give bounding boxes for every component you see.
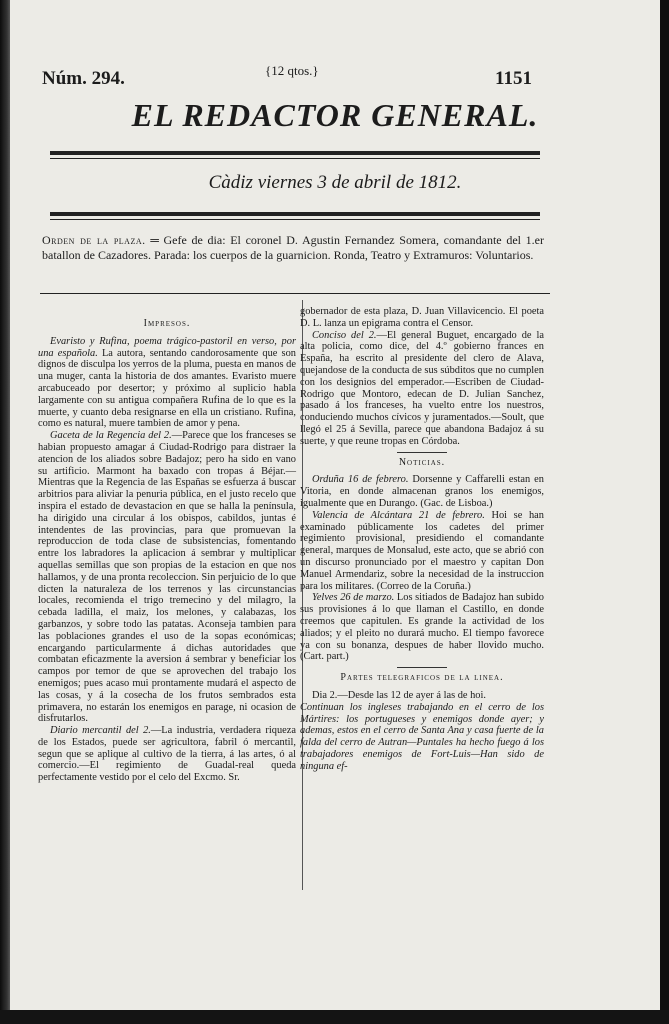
page-number: 1151 bbox=[495, 68, 532, 89]
news-body: Hoi se han examinado públicamente los cadetes del primer regimiento provisional, presidiendo el comandante general, marques de Monsalud, este acto, que se abrió con un discurso pronunciado por el maestro y capitan Don Manuel Armendariz, sobre la necesidad de la instruccion para los militares. (Correo de la Coruña.) bbox=[300, 509, 544, 592]
orden-de-la-plaza bbox=[42, 233, 544, 263]
article-title: Conciso del 2. bbox=[312, 329, 377, 341]
article-conciso bbox=[300, 330, 544, 448]
issue-price: {12 qtos.} bbox=[265, 63, 319, 78]
article-body: —Parece que los franceses se habian propuesto amagar á Ciudad-Rodrigo para distraer la atencion de los aliados sobre Badajoz; pero ha sido en vano su artificio. Marmont ha baxado con tropas á Béjar.—Mientras que la Regencia de las Españas se esfuerza á buscar arbitrios para aliviar la penuria pública, en el justo recelo que inspira el estado de devastacion en que se halla la península, ha dirigido una circular á los obispos, cabildos, juntas é intendentes de las provincias, para que promuevan la reproduccion de toda clase de subsistencias, fomentando entre los labradores la aplicacion á sembrar y multiplicar aquellas semillas que son propias de la estacion en que nos hallamos, y de una pronta recoleccion. Sin perjuicio de lo que dicten la naturaleza de los terrenos y las circunstancias locales, recomienda el trigo tremecino y del milagro, la cebada ladilla, el maiz, los melones, y calabazas, los garbanzos, y sobre todo las patatas. Aconseja tambien para las poblaciones grandes el uso de la sopas económicas; encargando particularmente á dichas autoridades que combatan eficazmente la aversion á sembrar y beneficiar los campos por temor de que se aprovechen del trabajo los enemigos; pues acaso mui prontamente mudará el aspecto de las cosas, y á la cosecha de los frutos sembrados esta primavera, no estarán los enemigos en parage, ni ocasion de disfrutarlos. bbox=[38, 430, 296, 725]
news-orduna bbox=[300, 474, 544, 509]
news-valencia bbox=[300, 510, 544, 593]
telegraph-body bbox=[300, 702, 544, 773]
right-column bbox=[300, 306, 544, 772]
telegraph-date: Dia 2.—Desde las 12 de ayer á las de hoi. bbox=[312, 689, 486, 701]
news-yelves bbox=[300, 592, 544, 663]
orden-text: ═ Gefe de dia: El coronel D. Agustin Fernandez Somera, comandante del 1.er batallon de Cazadores. Parada: los cuerpos de la guarnicion. Ronda, Teatro y Extramuros: Voluntarios. bbox=[42, 233, 544, 262]
section-heading-noticias: Noticias. bbox=[398, 456, 446, 468]
news-body: Dorsenne y Caffarelli estan en Vitoria, en donde almacenan granos los enemigos, igualmente que en Durango. (Gac. de Lisboa.) bbox=[300, 474, 544, 509]
article-body: —La industria, verdadera riqueza de los Estados, puede ser agricultora, fabril ó mercantil, segun que se aplique al cultivo de la tierra, á las artes, ó al comercio.—El regimiento de Guadal-real queda perfectamente vestido por el celo del Excmo. Sr. bbox=[38, 725, 296, 784]
dateline: Càdiz viernes 3 de abril de 1812. bbox=[208, 172, 462, 193]
dateline-rule bbox=[50, 212, 540, 216]
article-title: Gaceta de la Regencia del 2. bbox=[50, 430, 172, 442]
article-gaceta bbox=[38, 430, 296, 725]
page-edge bbox=[660, 0, 669, 1024]
dateline-rule-thin bbox=[50, 219, 540, 220]
scan-background bbox=[0, 1010, 669, 1024]
newspaper-title: EL REDACTOR GENERAL. bbox=[131, 97, 539, 133]
news-title: Orduña 16 de febrero. bbox=[312, 474, 409, 486]
article-diario bbox=[38, 725, 296, 784]
section-rule bbox=[397, 452, 447, 453]
news-title: Yelves 26 de marzo. bbox=[312, 592, 395, 604]
section-heading-impresos: Impresos. bbox=[143, 318, 191, 329]
section-rule bbox=[397, 667, 447, 668]
article-body: La autora, sentando candorosamente que son dignos de disculpa los yerros de la pluma, puesta en manos de una muger, canta la historia de dos amantes. Evaristo muere arcabuceado por desertor; y próximo al suplicio habla largamente con su antigua compañera Rufina de lo que es la muerte, y cuanto deba resignarse en ella un cristiano. Rufina, como es natural, muere tambien de amor y pena. bbox=[38, 347, 296, 430]
article-title: Diario mercantil del 2. bbox=[50, 725, 151, 737]
article-evaristo bbox=[38, 336, 296, 430]
article-continuation: gobernador de esta plaza, D. Juan Villavicencio. El poeta D. L. lanza un epigrama contra el Censor. bbox=[300, 306, 544, 329]
book-binding bbox=[0, 0, 10, 1024]
issue-number: Núm. 294. bbox=[42, 68, 125, 89]
orden-rule bbox=[40, 293, 550, 294]
news-title: Valencia de Alcántara 21 de febrero. bbox=[312, 509, 485, 521]
article-body: —El general Buguet, encargado de la alta policia, como dice, del 4.º gobierno frances en España, ha escrito al presidente del clero de Alava, quejandose de la conducta de sus súbditos que no cumplen con los designios del emperador.—Escriben de Ciudad-Rodrigo que Montoro, edecan de D. Julian Sanchez, pasado á los franceses, ha vuelto entre los nuestros, conduciendo muchos cívicos y juramentados.—Soult, que llegó el 25 á Sevilla, parece que abandona Badajoz á su suerte, y que reune tropas en Córdoba. bbox=[300, 329, 544, 447]
newspaper-page bbox=[10, 0, 660, 1010]
telegraph-text: Continuan los ingleses trabajando en el cerro de los Mártires: los portugueses y enemigos donde ayer; y ademas, estos en el cerro de Santa Ana y casa fuerte de la falda del cerro de Autran—Puntales ha hecho fuego á los trabajadores enemigos de Fort-Luis—Han sido de ninguna ef- bbox=[300, 701, 544, 772]
title-rule bbox=[50, 151, 540, 155]
news-body: Los sitiados de Badajoz han subido sus provisiones á lo que llaman el Castillo, en donde creemos que capitulen. Es grande la actividad de los aliados; y el pleito no durará mucho. El tiempo favorece ya con su bonanza, despues de haber llovido mucho. (Cart. part.) bbox=[300, 592, 544, 663]
title-rule-thin bbox=[50, 158, 540, 159]
orden-label: Orden de la plaza. bbox=[42, 233, 146, 247]
section-heading-partes: Partes telegraficos de la linea. bbox=[340, 672, 504, 684]
left-column bbox=[38, 314, 296, 784]
article-title: Evaristo y Rufina, poema trágico-pastoril en verso, por una española. bbox=[38, 335, 296, 359]
